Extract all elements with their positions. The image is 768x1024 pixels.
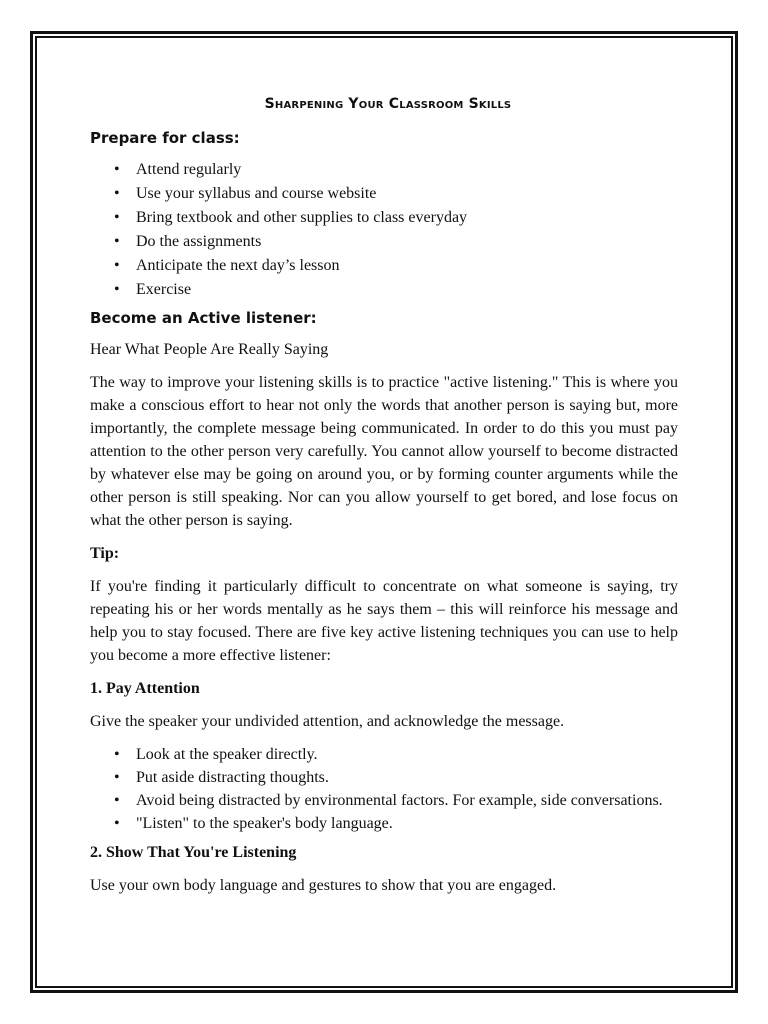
show-listening-intro: Use your own body language and gestures to show that you are engaged.	[90, 877, 557, 894]
tip-paragraph: If you're finding it particularly difficult to concentrate on what someone is saying, try repeating his or her words mentally as he says them – this will reinforce his message and help you to stay focused. There are five key active listening techniques you can use to help you become a more effective listener:	[90, 578, 678, 664]
show-listening-heading: 2. Show That You're Listening	[90, 844, 297, 861]
list-item: • Look at the speaker directly.	[90, 743, 678, 766]
pay-attention-intro: Give the speaker your undivided attention, and acknowledge the message.	[90, 713, 565, 730]
active-listener-paragraph: The way to improve your listening skills is to practice "active listening." This is where you make a conscious effort to hear not only the words that another person is saying but, more importantly, the complete message being communicated. In order to do this you must pay attention to the other person very carefully. You cannot allow yourself to become distracted by whatever else may be going on around you, or by forming counter arguments while the other person is still speaking. Nor can you allow yourself to get bored, and lose focus on what the other person is saying.	[90, 374, 678, 529]
document-body	[90, 94, 678, 907]
tip-heading: Tip:	[90, 545, 120, 562]
active-listener-heading: Become an Active listener:	[90, 309, 317, 327]
prepare-heading: Prepare for class:	[90, 129, 240, 147]
pay-attention-heading: 1. Pay Attention	[90, 680, 200, 697]
list-item: • Anticipate the next day’s lesson	[90, 254, 678, 278]
active-listener-subheading: Hear What People Are Really Saying	[90, 341, 329, 358]
list-item: • Avoid being distracted by environmental factors. For example, side conversations.	[90, 789, 678, 812]
prepare-list	[90, 158, 678, 302]
document-title: Sharpening Your Classroom Skills	[264, 96, 512, 112]
list-item: • Put aside distracting thoughts.	[90, 766, 678, 789]
list-item: • Use your syllabus and course website	[90, 182, 678, 206]
list-item: • Bring textbook and other supplies to class everyday	[90, 206, 678, 230]
pay-attention-list	[90, 743, 678, 835]
list-item: • Do the assignments	[90, 230, 678, 254]
list-item: • Exercise	[90, 278, 678, 302]
list-item: • Attend regularly	[90, 158, 678, 182]
list-item: • "Listen" to the speaker's body language.	[90, 812, 678, 835]
